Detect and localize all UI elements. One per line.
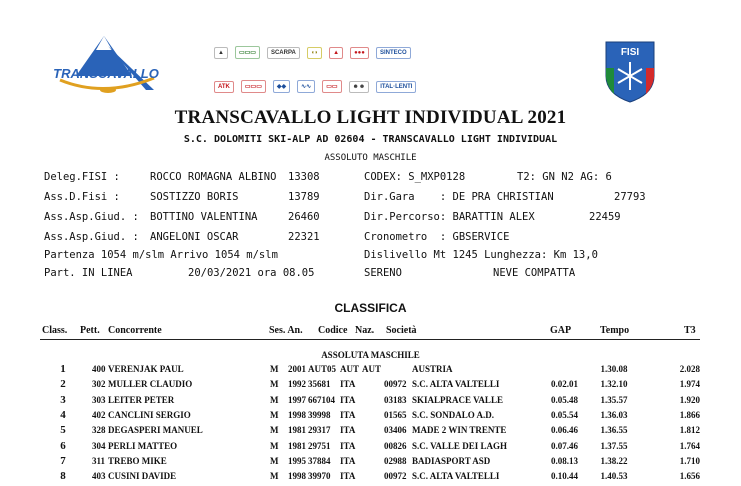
- sponsor-row-2: [214, 80, 416, 93]
- sponsor-logo-scarpa: SCARPA: [267, 47, 300, 59]
- col-naz: Naz.: [355, 325, 375, 336]
- row-athlete-name: TREBO MIKE: [108, 455, 167, 466]
- row-birth-year: 1992: [288, 379, 306, 390]
- row-code: 37884: [308, 455, 331, 466]
- row-club: MADE 2 WIN TRENTE: [412, 425, 507, 436]
- info-dislivello: Dislivello Mt 1245 Lunghezza: Km 13,0: [364, 249, 598, 261]
- col-ses-an: Ses. An.: [269, 325, 303, 336]
- row-code: 39998: [308, 409, 331, 420]
- row-athlete-name: MULLER CLAUDIO: [108, 379, 193, 390]
- transcavallo-logo-text: TRANSCAVALLO: [53, 66, 159, 81]
- col-gap: GAP: [550, 325, 572, 336]
- table-row: [40, 395, 700, 409]
- info-name: SOSTIZZO BORIS: [150, 191, 239, 203]
- row-club-code: 03406: [384, 425, 407, 436]
- row-bib: 328: [92, 425, 106, 436]
- table-row: [40, 364, 700, 378]
- info-dir-gara: Dir.Gara : DE PRA CHRISTIAN: [364, 191, 554, 203]
- row-sex: M: [270, 455, 279, 466]
- sponsor-logo-ital-lenti: ITAL·LENTI: [376, 81, 416, 93]
- category-label: ASSOLUTO MASCHILE: [324, 153, 417, 163]
- row-nation: ITA: [340, 455, 356, 466]
- col-societa: Società: [386, 325, 417, 336]
- row-club-code: 00972: [384, 471, 407, 482]
- info-label: Ass.Asp.Giud. :: [44, 231, 139, 243]
- row-nation: ITA: [340, 425, 356, 436]
- row-code: 29317: [308, 425, 331, 436]
- table-row: [40, 425, 700, 439]
- row-club: S.C. SONDALO A.D.: [412, 409, 495, 420]
- row-gap: 0.06.46: [551, 425, 578, 436]
- info-meteo: SERENO: [364, 267, 402, 279]
- row-club: S.C. ALTA VALTELLI: [412, 379, 500, 390]
- row-position: 8: [60, 470, 66, 483]
- row-nation: ITA: [340, 394, 356, 405]
- row-sex: M: [270, 394, 279, 405]
- transcavallo-logo: [46, 32, 166, 104]
- sponsor-logos: [214, 42, 530, 104]
- row-birth-year: 1995: [288, 455, 306, 466]
- sponsor-logo: ▲: [329, 47, 343, 59]
- row-position: 3: [60, 393, 66, 406]
- info-name: ROCCO ROMAGNA ALBINO: [150, 171, 277, 183]
- info-name: ANGELONI OSCAR: [150, 231, 239, 243]
- row-athlete-name: VERENJAK PAUL: [108, 364, 184, 374]
- row-gap: 0.08.13: [551, 455, 578, 466]
- info-codex-value: T2: GN N2 AG: 6: [517, 171, 612, 183]
- sponsor-logo: ◆◆: [273, 80, 290, 93]
- info-label: Ass.Asp.Giud. :: [44, 211, 139, 223]
- row-sex: M: [270, 471, 279, 482]
- row-athlete-name: DEGASPERI MANUEL: [108, 425, 203, 436]
- info-data-ora: 20/03/2021 ora 08.05: [188, 267, 315, 279]
- row-time: 1.30.08: [600, 364, 628, 374]
- sponsor-logo: ∿∿: [297, 80, 315, 93]
- table-row: [40, 379, 700, 393]
- row-t3: 1.866: [679, 409, 700, 420]
- row-club: S.C. ALTA VALTELLI: [412, 471, 500, 482]
- info-code: 26460: [288, 211, 320, 223]
- info-code: 13789: [288, 191, 320, 203]
- row-club-code: 00972: [384, 379, 407, 390]
- col-concorrente: Concorrente: [108, 325, 162, 336]
- row-birth-year: 1997: [288, 394, 306, 405]
- row-t3: 2.028: [679, 364, 700, 374]
- row-gap: 0.02.01: [551, 379, 578, 390]
- row-birth-year: 2001: [288, 364, 306, 374]
- row-t3: 1.656: [679, 471, 700, 482]
- row-time: 1.40.53: [600, 471, 628, 482]
- info-cronometro: Cronometro : GBSERVICE: [364, 231, 510, 243]
- row-t3: 1.920: [679, 394, 700, 405]
- row-athlete-name: PERLI MATTEO: [108, 440, 178, 451]
- table-header: [40, 322, 700, 340]
- row-sex: M: [270, 379, 279, 390]
- row-time: 1.32.10: [600, 379, 628, 390]
- row-time: 1.35.57: [600, 394, 628, 405]
- row-athlete-name: CUSINI DAVIDE: [108, 471, 177, 482]
- row-time: 1.37.55: [600, 440, 628, 451]
- row-birth-year: 1998: [288, 409, 306, 420]
- sponsor-logo: ◖◗: [307, 47, 322, 59]
- row-position: 7: [60, 454, 66, 467]
- row-code: 39970: [308, 471, 331, 482]
- row-club-code: 03183: [384, 394, 407, 405]
- row-t3: 1.764: [679, 440, 700, 451]
- row-club: SKIALPRACE VALLE: [412, 394, 503, 405]
- row-bib: 304: [92, 440, 106, 451]
- col-tempo: Tempo: [600, 325, 630, 336]
- row-code: AUT05: [308, 364, 337, 374]
- row-time: 1.38.22: [600, 455, 628, 466]
- row-birth-year: 1981: [288, 425, 306, 436]
- row-athlete-name: CANCLINI SERGIO: [108, 409, 191, 420]
- row-position: 2: [60, 378, 66, 391]
- info-neve: NEVE COMPATTA: [493, 267, 576, 279]
- row-athlete-name: LEITER PETER: [108, 394, 175, 405]
- row-position: 6: [60, 439, 66, 452]
- row-nation-2: AUT: [362, 364, 382, 374]
- sponsor-logo: ☻☻: [349, 81, 370, 93]
- table-row: [40, 410, 700, 424]
- row-nation: ITA: [340, 440, 356, 451]
- row-club: S.C. VALLE DEI LAGH: [412, 440, 507, 451]
- col-class: Class.: [42, 325, 68, 336]
- row-t3: 1.974: [679, 379, 700, 390]
- row-sex: M: [270, 364, 279, 374]
- row-birth-year: 1981: [288, 440, 306, 451]
- row-bib: 302: [92, 379, 106, 390]
- row-code: 667104: [308, 394, 335, 405]
- sponsor-logo-sinteco: SINTECO: [376, 47, 411, 59]
- sponsor-logo: ▭▭▭: [235, 46, 260, 59]
- row-t3: 1.710: [679, 455, 700, 466]
- row-nation: AUT: [340, 364, 360, 374]
- fisi-logo-text: FISI: [620, 47, 640, 58]
- row-nation: ITA: [340, 471, 356, 482]
- row-club-code: 00826: [384, 440, 407, 451]
- row-position: 5: [60, 424, 66, 437]
- row-bib: 400: [92, 364, 106, 374]
- page-title: TRANSCAVALLO LIGHT INDIVIDUAL 2021: [174, 107, 567, 128]
- sponsor-logo: ▭▭: [322, 80, 341, 93]
- row-bib: 403: [92, 471, 106, 482]
- sponsor-row-1: [214, 46, 411, 59]
- col-pett: Pett.: [80, 325, 100, 336]
- info-dir-gara-code: 27793: [614, 191, 646, 203]
- row-gap: 0.07.46: [551, 440, 578, 451]
- info-code: 22321: [288, 231, 320, 243]
- row-gap: 0.05.48: [551, 394, 578, 405]
- row-gap: 0.10.44: [551, 471, 578, 482]
- col-codice: Codice: [318, 325, 348, 336]
- row-time: 1.36.55: [600, 425, 628, 436]
- row-position: 1: [60, 363, 66, 375]
- row-club: AUSTRIA: [412, 364, 453, 374]
- row-birth-year: 1998: [288, 471, 306, 482]
- row-time: 1.36.03: [600, 409, 628, 420]
- sponsor-logo: ▭▭▭: [241, 80, 266, 93]
- row-t3: 1.812: [679, 425, 700, 436]
- sponsor-logo-atk: ATK: [214, 81, 234, 93]
- info-name: BOTTINO VALENTINA: [150, 211, 258, 223]
- info-label: Deleg.FISI :: [44, 171, 120, 183]
- sponsor-logo: ▲: [214, 47, 228, 59]
- row-nation: ITA: [340, 379, 356, 390]
- row-club-code: 01565: [384, 409, 407, 420]
- event-subtitle: S.C. DOLOMITI SKI-ALP AD 02604 - TRANSCAVALLO LIGHT INDIVIDUAL: [183, 134, 558, 145]
- row-gap: 0.05.54: [551, 409, 578, 420]
- sponsor-logo: ●●●: [350, 47, 369, 59]
- table-row: [40, 456, 700, 470]
- info-code: 13308: [288, 171, 320, 183]
- row-club-code: 02988: [384, 455, 407, 466]
- col-t3: T3: [684, 325, 696, 336]
- info-dir-percorso: Dir.Percorso: BARATTIN ALEX: [364, 211, 535, 223]
- table-row: [40, 471, 700, 485]
- section-label: ASSOLUTA MASCHILE: [321, 350, 420, 360]
- row-sex: M: [270, 409, 279, 420]
- fisi-logo: [600, 38, 660, 104]
- row-code: 35681: [308, 379, 331, 390]
- table-row: [40, 441, 700, 455]
- row-sex: M: [270, 440, 279, 451]
- info-label: Ass.D.Fisi :: [44, 191, 120, 203]
- row-nation: ITA: [340, 409, 356, 420]
- info-codex: CODEX: S_MXP0128: [364, 171, 466, 183]
- row-code: 29751: [308, 440, 331, 451]
- row-position: 4: [60, 408, 66, 421]
- row-bib: 303: [92, 394, 106, 405]
- row-sex: M: [270, 425, 279, 436]
- info-dir-percorso-code: 22459: [589, 211, 621, 223]
- row-club: BADIASPORT ASD: [412, 455, 491, 466]
- info-partenza-tipo: Part. IN LINEA: [44, 267, 133, 279]
- row-bib: 311: [92, 455, 106, 466]
- classifica-title: CLASSIFICA: [334, 301, 407, 315]
- row-bib: 402: [92, 409, 106, 420]
- info-partenza: Partenza 1054 m/slm Arrivo 1054 m/slm: [44, 249, 278, 261]
